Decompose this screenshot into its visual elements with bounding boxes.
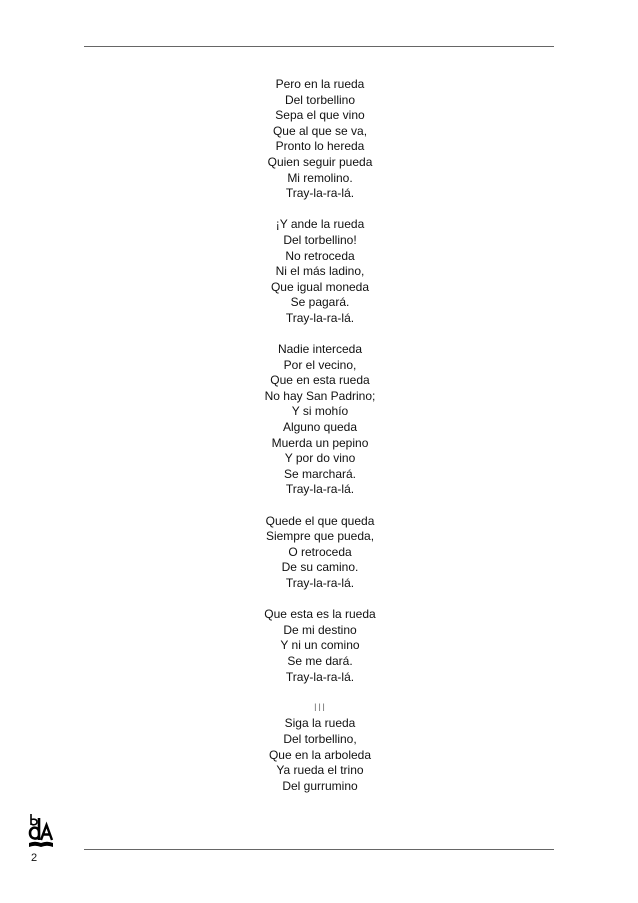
- bottom-rule: [84, 849, 554, 850]
- verse-line: Pero en la rueda: [275, 77, 365, 91]
- stanza: [200, 342, 440, 498]
- verse-line: Quien seguir pueda: [267, 154, 373, 169]
- verse-line: Quede el que queda: [265, 513, 375, 528]
- poem-text: [200, 77, 440, 794]
- verse-line: Que en la arboleda: [268, 747, 372, 762]
- top-rule: [84, 46, 554, 47]
- stanza: [200, 701, 440, 795]
- verse-line: ¡Y ande la rueda: [275, 217, 365, 232]
- stanza: [200, 77, 440, 202]
- verse-line: No hay San Padrino;: [264, 388, 376, 403]
- verse-line: Ya rueda el trino: [276, 763, 364, 778]
- verse-line: Se pagará.: [290, 295, 350, 310]
- verse-line: Del torbellino!: [283, 232, 357, 247]
- verse-line: Tray-la-ra-lá.: [285, 576, 355, 590]
- stanza: [200, 607, 440, 685]
- verse-line: Que en esta rueda: [270, 373, 370, 388]
- verse-line: O retroceda: [288, 544, 352, 559]
- verse-line: Sepa el que vino: [275, 108, 365, 123]
- verse-line: Se me dará.: [287, 653, 353, 668]
- verse-line: Ni el más ladino,: [275, 264, 365, 279]
- verse-line: Y ni un comino: [280, 638, 360, 653]
- verse-line: Nadie interceda: [277, 342, 363, 357]
- verse-line: Y si mohío: [291, 404, 349, 419]
- verse-line: Y por do vino: [284, 451, 356, 466]
- verse-line: Tray-la-ra-lá.: [285, 669, 355, 684]
- verse-line: Del torbellino: [284, 92, 356, 107]
- stanza: [200, 514, 440, 592]
- verse-line: Se marchará.: [283, 466, 357, 481]
- verse-line: Siga la rueda: [284, 716, 356, 731]
- stanza: [200, 217, 440, 326]
- verse-line: De su camino.: [281, 560, 359, 575]
- verse-line: Tray-la-ra-lá.: [285, 310, 355, 325]
- verse-line: Del gurrumino: [282, 778, 358, 793]
- verse-line: Que al que se va,: [272, 123, 368, 138]
- verse-line: Siempre que pueda,: [265, 529, 375, 544]
- verse-line: Pronto lo hereda: [275, 139, 365, 154]
- verse-line: Alguno queda: [282, 420, 358, 435]
- verse-line: Tray-la-ra-lá.: [285, 482, 355, 497]
- bda-book-logo-icon: [26, 812, 56, 850]
- verse-line: No retroceda: [285, 248, 355, 263]
- page-number: 2: [31, 852, 38, 864]
- verse-line: De mi destino: [283, 622, 357, 637]
- verse-line: Que igual moneda: [270, 279, 370, 294]
- verse-line: Del torbellino,: [283, 731, 357, 746]
- verse-line: Muerda un pepino: [271, 435, 369, 450]
- verse-line: Por el vecino,: [283, 357, 357, 372]
- section-mark: III: [313, 701, 327, 714]
- verse-line: Tray-la-ra-lá.: [285, 186, 355, 201]
- verse-line: Que esta es la rueda: [264, 607, 376, 622]
- verse-line: Mi remolino.: [287, 170, 353, 185]
